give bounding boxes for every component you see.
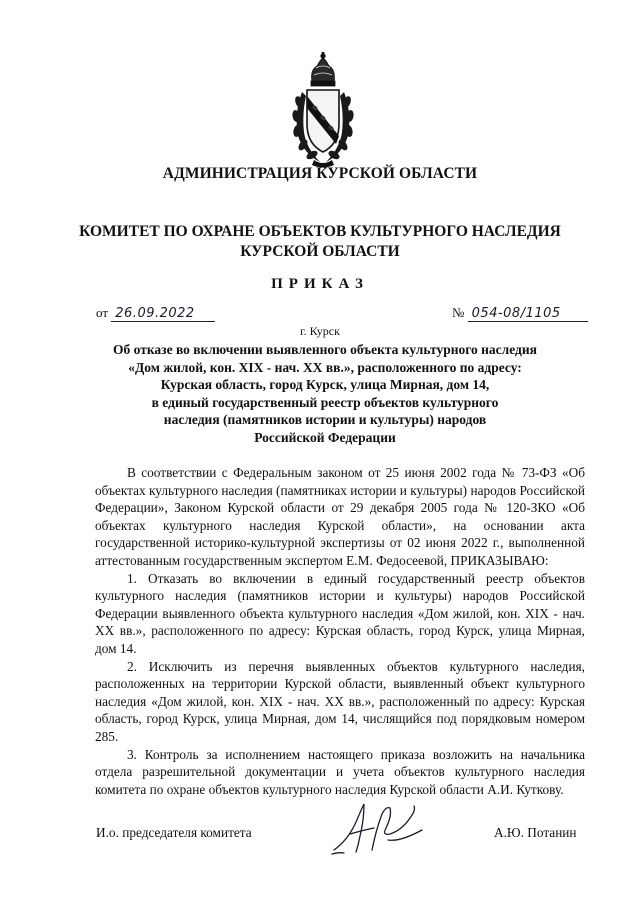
signer-position: И.о. председателя комитета: [96, 825, 252, 840]
title-line: Об отказе во включении выявленного объекта культурного наследия: [113, 342, 537, 357]
document-type-heading: ПРИКАЗ: [271, 276, 369, 292]
title-line: наследия (памятников истории и культуры) народов: [163, 412, 487, 427]
date-prefix: от: [96, 305, 109, 320]
title-line: в единый государственный реестр объектов культурного: [151, 394, 499, 410]
date-value: 26.09.2022: [111, 306, 215, 322]
handwritten-signature-icon: [330, 800, 430, 856]
preamble-paragraph: В соответствии с Федеральным законом от 25 июня 2002 года № 73-ФЗ «Об объектах культурного наследия (памятниках истории и культуры) народов Российской Федерации», Законом Курской области от 29 декабря 2005 года № 120-ЗКО «Об объектах культурного наследия Курской области», на основании акта государственной историко-культурной экспертизы от 02 июня 2022 г., выполненной аттестованным государственным экспертом Е.М. Федосеевой, ПРИКАЗЫВАЮ:: [95, 465, 585, 568]
administration-heading: АДМИНИСТРАЦИЯ КУРСКОЙ ОБЛАСТИ: [162, 165, 478, 182]
committee-heading-line2: КУРСКОЙ ОБЛАСТИ: [240, 243, 400, 260]
document-date: [96, 305, 215, 322]
committee-heading: [0, 222, 640, 262]
order-item-2: 2. Исключить из перечня выявленных объектов культурного наследия, расположенных на территории Курской области, выявленный объект культурного наследия «Дом жилой, кон. XIX - нач. XX вв.», расположенный по адресу: Курская область, город Курск, улица Мирная, дом 14, числящийся под порядковым номером 285.: [95, 658, 585, 744]
title-line: Курская область, город Курск, улица Мирная, дом 14,: [160, 377, 490, 392]
issue-city: г. Курск: [300, 324, 340, 338]
committee-heading-line1: КОМИТЕТ ПО ОХРАНЕ ОБЪЕКТОВ КУЛЬТУРНОГО НАСЛЕДИЯ: [79, 223, 561, 240]
order-item-3: 3. Контроль за исполнением настоящего приказа возложить на начальника отдела разрешительной документации и учета объектов культурного наследия комитета по охране объектов культурного наследия Курской области А.И. Куткову.: [95, 746, 585, 797]
document-number: [452, 305, 588, 322]
number-value: 054-08/1105: [468, 306, 588, 322]
kursk-coat-of-arms-icon: [290, 52, 356, 170]
document-title: [100, 341, 550, 446]
number-prefix: №: [452, 305, 465, 320]
order-item-1: 1. Отказать во включении в единый государственный реестр объектов культурного наследия (памятников истории и культуры) народов Российской Федерации выявленного объекта культурного наследия «Дом жилой, кон. XIX - нач. XX вв.», расположенного по адресу: Курская область, город Курск, улица Мирная, дом 14.: [95, 570, 585, 656]
title-line: «Дом жилой, кон. XIX - нач. XX вв.», расположенного по адресу:: [128, 359, 522, 375]
title-line: Российской Федерации: [254, 429, 396, 445]
document-body: [95, 464, 585, 798]
signer-name: А.Ю. Потанин: [494, 825, 577, 840]
